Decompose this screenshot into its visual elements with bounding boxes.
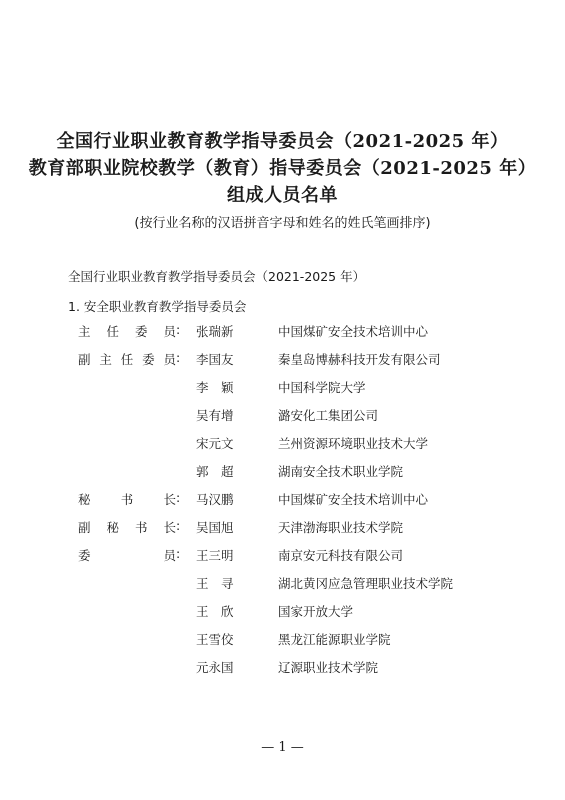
member-row <box>0 322 565 350</box>
member-row <box>0 546 565 574</box>
member-name: 李国友 <box>196 352 234 367</box>
member-organization: 秦皇岛博赫科技开发有限公司 <box>278 352 441 367</box>
member-organization: 黑龙江能源职业学院 <box>278 632 391 647</box>
member-name: 王 寻 <box>196 576 234 591</box>
member-organization: 湖南安全技术职业学院 <box>278 464 404 479</box>
member-role: 副秘书长 <box>78 520 176 535</box>
member-list <box>0 322 565 686</box>
page-number: — 1 — <box>261 740 304 755</box>
member-name: 吴有增 <box>196 408 234 423</box>
member-row <box>0 518 565 546</box>
member-name: 郭 超 <box>196 464 234 479</box>
document-title-line-2: 教育部职业院校教学（教育）指导委员会（2021-2025 年） <box>28 158 537 179</box>
member-colon: : <box>176 546 181 561</box>
member-row <box>0 630 565 658</box>
member-organization: 兰州资源环境职业技术大学 <box>278 436 429 451</box>
member-row <box>0 490 565 518</box>
member-name: 王 欣 <box>196 604 234 619</box>
section-heading: 全国行业职业教育教学指导委员会（2021-2025 年） <box>68 269 366 284</box>
member-organization: 国家开放大学 <box>278 604 354 619</box>
member-name: 张瑞新 <box>196 324 234 339</box>
member-organization: 潞安化工集团公司 <box>278 408 379 423</box>
member-organization: 辽源职业技术学院 <box>278 660 379 675</box>
sorting-note: (按行业名称的汉语拼音字母和姓名的姓氏笔画排序) <box>134 216 431 231</box>
member-name: 王雪佼 <box>196 632 234 647</box>
document-title-line-1: 全国行业职业教育教学指导委员会（2021-2025 年） <box>56 131 509 152</box>
member-colon: : <box>176 350 181 365</box>
member-name: 王三明 <box>196 548 234 563</box>
member-name: 马汉鹏 <box>196 492 234 507</box>
member-row <box>0 434 565 462</box>
member-colon: : <box>176 518 181 533</box>
member-row <box>0 378 565 406</box>
member-organization: 中国科学院大学 <box>278 380 366 395</box>
member-role: 秘书长 <box>78 492 176 507</box>
member-organization: 中国煤矿安全技术培训中心 <box>278 492 429 507</box>
document-title-line-3: 组成人员名单 <box>227 185 338 206</box>
member-row <box>0 574 565 602</box>
member-name: 吴国旭 <box>196 520 234 535</box>
committee-heading: 1. 安全职业教育教学指导委员会 <box>68 299 247 314</box>
member-organization: 中国煤矿安全技术培训中心 <box>278 324 429 339</box>
member-colon: : <box>176 490 181 505</box>
member-colon: : <box>176 322 181 337</box>
member-row <box>0 350 565 378</box>
member-role: 委员 <box>78 548 176 563</box>
member-organization: 湖北黄冈应急管理职业技术学院 <box>278 576 454 591</box>
member-row <box>0 406 565 434</box>
member-row <box>0 462 565 490</box>
member-name: 元永国 <box>196 660 234 675</box>
member-name: 宋元文 <box>196 436 234 451</box>
member-role: 副主任委员 <box>78 352 176 367</box>
member-organization: 天津渤海职业技术学院 <box>278 520 404 535</box>
member-row <box>0 658 565 686</box>
member-row <box>0 602 565 630</box>
member-organization: 南京安元科技有限公司 <box>278 548 404 563</box>
member-role: 主任委员 <box>78 324 176 339</box>
member-name: 李 颖 <box>196 380 234 395</box>
